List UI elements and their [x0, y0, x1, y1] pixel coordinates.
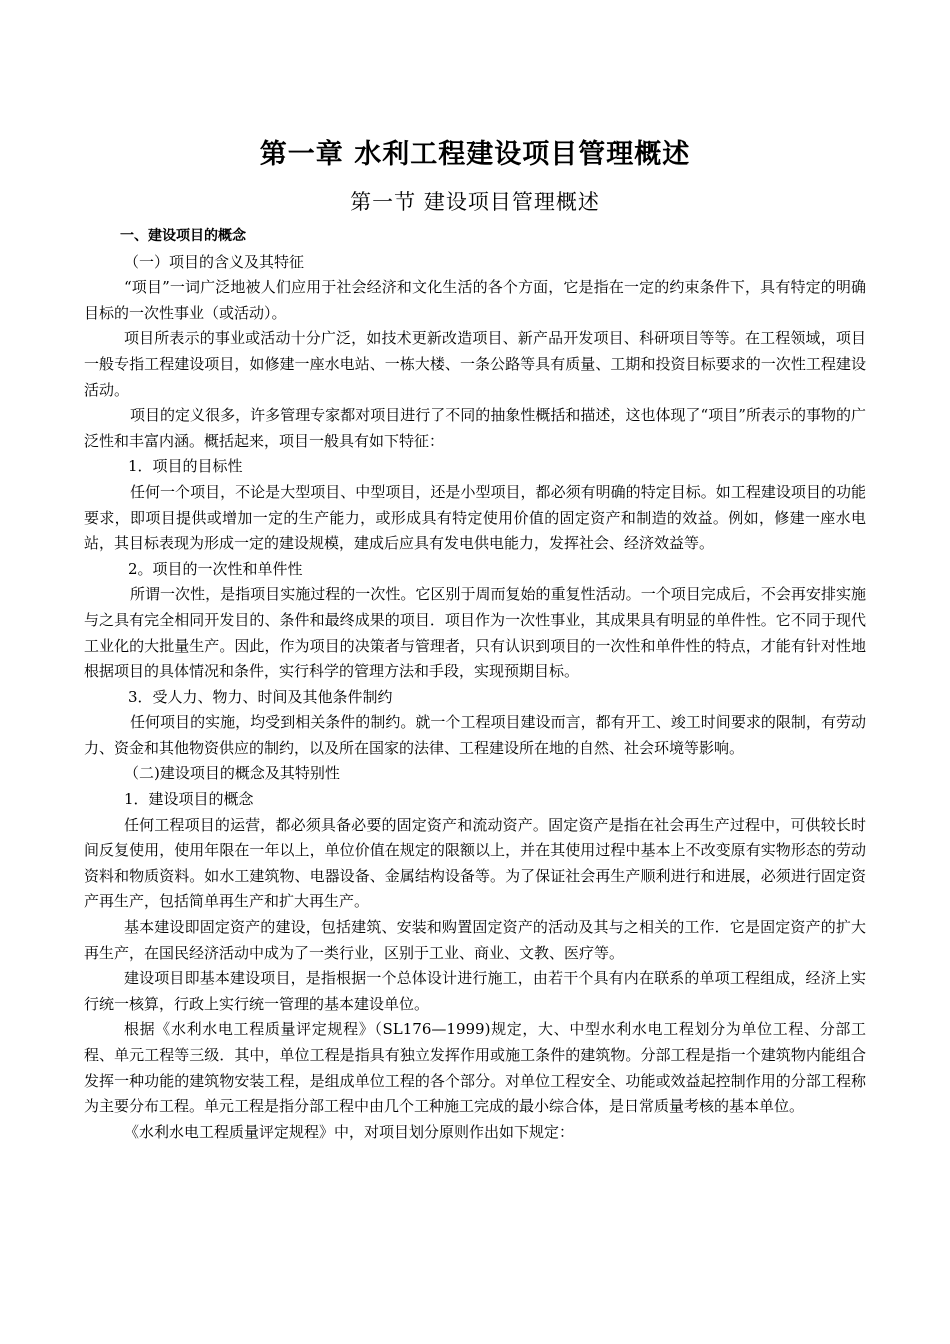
heading-level-1: 一、建设项目的概念 [120, 228, 246, 244]
paragraph: “项目”一词广泛地被人们应用于社会经济和文化生活的各个方面，它是指在一定的约束条件下，具有特定的明确目标的一次性事业（或活动）。 [84, 278, 866, 322]
paragraph: 基本建设即固定资产的建设，包括建筑、安装和购置固定资产的活动及其与之相关的工作．它是固定资产的扩大再生产，在国民经济活动中成为了一类行业，区别于工业、商业、文教、医疗等。 [84, 918, 866, 962]
paragraph: 项目所表示的事业或活动十分广泛，如技术更新改造项目、新产品开发项目、科研项目等等。在工程领域，项目一般专指工程建设项目，如修建一座水电站、一栋大楼、一条公路等具有质量、工期和投资目标要求的一次性工程建设活动。 [84, 329, 866, 399]
paragraph: 任何工程项目的运营，都必须具备必要的固定资产和流动资产。固定资产是指在社会再生产过程中，可供较长时间反复使用，使用年限在一年以上，单位价值在规定的限额以上，并在其使用过程中基本上不改变原有实物形态的劳动资料和物质资料。如水工建筑物、电器设备、金属结构设备等。为了保证社会再生产顺利进行和进展，必须进行固定资产再生产，包括简单再生产和扩大再生产。 [84, 815, 866, 911]
list-item-heading: 1．建设项目的概念 [124, 790, 254, 809]
list-item-heading: 3．受人力、物力、时间及其他条件制约 [128, 687, 393, 706]
chapter-title: 第一章 水利工程建设项目管理概述 [259, 139, 691, 170]
document-body [84, 224, 866, 1145]
paragraph: 根据《水利水电工程质量评定规程》（SL176—1999)规定，大、中型水利水电工程划分为单位工程、分部工程、单元工程等三级．其中，单位工程是指具有独立发挥作用或施工条件的建筑物。分部工程是指一个建筑物内能组合发挥一种功能的建筑物安装工程，是组成单位工程的各个部分。对单位工程安全、功能或效益起控制作用的分部工程称为主要分布工程。单元工程是指分部工程中由几个工种施工完成的最小综合体，是日常质量考核的基本单位。 [84, 1020, 866, 1116]
paragraph: 任何一个项目，不论是大型项目、中型项目，还是小型项目，都必须有明确的特定目标。如工程建设项目的功能要求，即项目提供或增加一定的生产能力，或形成具有特定使用价值的固定资产和制造的效益。例如，修建一座水电站，其目标表现为形成一定的建设规模，建成后应具有发电供电能力，发挥社会、经济效益等。 [84, 482, 866, 553]
list-item-heading: 2。项目的一次性和单件性 [128, 559, 303, 578]
subheading-1: （一）项目的含义及其特征 [124, 252, 305, 271]
paragraph: 建设项目即基本建设项目，是指根据一个总体设计进行施工，由若干个具有内在联系的单项工程组成，经济上实行统一核算，行政上实行统一管理的基本建设单位。 [84, 969, 866, 1013]
paragraph: 项目的定义很多，许多管理专家都对项目进行了不同的抽象性概括和描述，这也体现了“项目”所表示的事物的广泛性和丰富内涵。概括起来，项目一般具有如下特征： [84, 406, 866, 450]
section-title: 第一节 建设项目管理概述 [350, 190, 600, 214]
paragraph: 《水利水电工程质量评定规程》中，对项目划分原则作出如下规定： [124, 1122, 575, 1141]
subheading-2: （二)建设项目的概念及其特别性 [124, 764, 340, 783]
paragraph: 所谓一次性，是指项目实施过程的一次性。它区别于周而复始的重复性活动。一个项目完成后，不会再安排实施与之具有完全相同开发目的、条件和最终成果的项目．项目作为一次性事业，其成果具有明显的单件性。它不同于现代工业化的大批量生产。因此，作为项目的决策者与管理者，只有认识到项目的一次性和单件性的特点，才能有针对性地根据项目的具体情况和条件，实行科学的管理方法和手段，实现预期目标。 [84, 585, 866, 681]
list-item-heading: 1．项目的目标性 [128, 457, 243, 476]
paragraph: 任何项目的实施，均受到相关条件的制约。就一个工程项目建设而言，都有开工、竣工时间要求的限制，有劳动力、资金和其他物资供应的制约，以及所在国家的法律、工程建设所在地的自然、社会环境等影响。 [84, 713, 866, 757]
